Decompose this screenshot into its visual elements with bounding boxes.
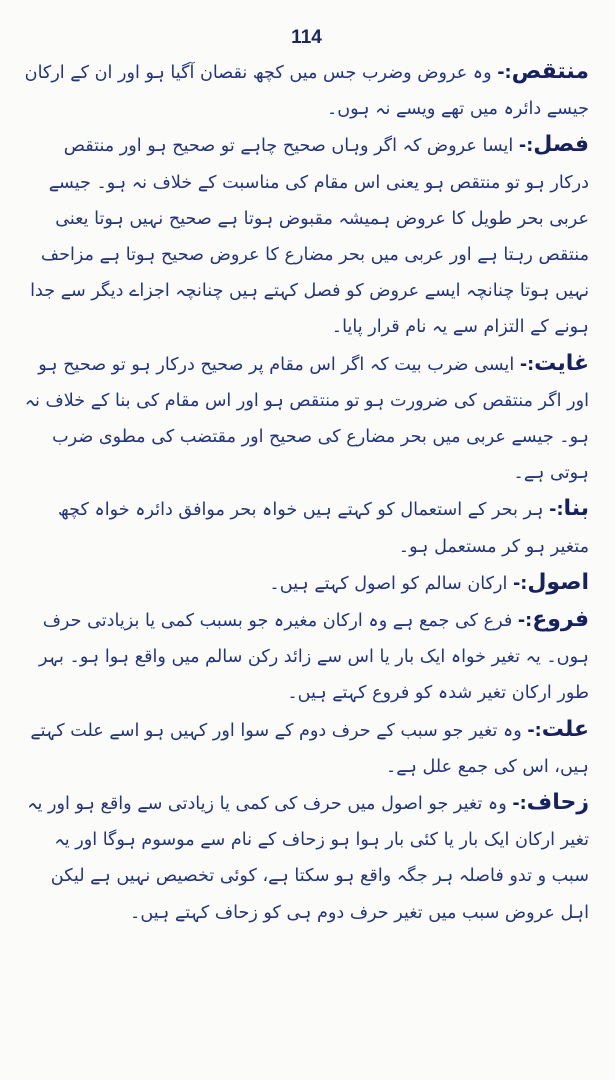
term-separator: :- (518, 136, 534, 157)
definition-ghayat: ایسی ضرب بیت کہ اگر اس مقام پر صحیح درکار ہو تو صحیح ہو اور اگر منتقص کی ضرورت ہو تو منتقص ہو اور اس مقام کی بنا کے خلاف نہ ہو۔ جیسے عربی میں بحر مضارع کی صحیح اور مقتضب کی مطوی ضرب ہوتی ہے۔ (24, 354, 589, 484)
definition-bina: ہر بحر کے استعمال کو کہتے ہیں خواہ بحر موافق دائرہ خواہ کچھ متغیر ہو کر مستعمل ہو۔ (58, 500, 589, 557)
term-bina: بنا (563, 496, 589, 522)
entry-muntaqis (24, 54, 589, 127)
term-separator: :- (512, 573, 528, 594)
definition-furoo: فرع کی جمع ہے وہ ارکان مغیرہ جو بسبب کمی یا بزیادتی حرف ہوں۔ یہ تغیر خواہ ایک بار یا اس سے زائد رکن سالم میں واقع ہوا ہو۔ بہر طور ارکان تغیر شدہ کو فروع کہتے ہیں۔ (39, 611, 589, 704)
entry-illat (24, 712, 589, 785)
definition-muntaqis: وہ عروض وضرب جس میں کچھ نقصان آگیا ہو اور ان کے ارکان جیسے دائرہ میں تھے ویسے نہ ہوں۔ (24, 63, 589, 120)
entry-usool (24, 565, 589, 602)
entry-zihaf (24, 785, 589, 931)
term-separator: :- (549, 500, 564, 521)
term-zihaf: زحاف (526, 790, 589, 816)
definition-fasl: ایسا عروض کہ اگر وہاں صحیح چاہے تو صحیح ہو اور منتقص درکار ہو تو منتقص ہو یعنی اس مقام کی مناسبت کے خلاف نہ ہو۔ جیسے عربی بحر طویل کا عروض ہمیشہ مقبوض ہوتا ہے صحیح نہیں ہوتا یعنی منتقص رہتا ہے اور عربی میں بحر مضارع کا عروض صحیح ہوتا ہے مزاحف نہیں ہوتا چنانچہ ایسے عروض کو فصل کہتے ہیں چنانچہ اجزاے دیگر سے جدا ہونے کے التزام سے یہ نام قرار پایا۔ (30, 136, 589, 338)
definition-illat: وہ تغیر جو سبب کے حرف دوم کے سوا اور کہیں ہو اسے علت کہتے ہیں، اس کی جمع علل ہے۔ (30, 720, 589, 777)
term-furoo: فروع (532, 607, 589, 633)
definition-zihaf: وہ تغیر جو اصول میں حرف کی کمی یا زیادتی سے واقع ہو اور یہ تغیر ارکان ایک بار یا کئی بار ہوا ہو زحاف کے نام سے موسوم ہوگا اور یہ سبب و تدو فاصلہ ہر جگہ واقع ہو سکتا ہے، کوئی تخصیص نہیں ہے لیکن اہل عروض سبب میں تغیر حرف دوم ہی کو زحاف کہتے ہیں۔ (27, 794, 589, 923)
term-separator: :- (519, 354, 535, 375)
page-number: 114 (291, 27, 322, 48)
entry-bina (24, 491, 589, 564)
term-separator: :- (527, 720, 542, 741)
definition-usool: ارکان سالم کو اصول کہتے ہیں۔ (269, 573, 508, 594)
term-ghayat: غایت (534, 350, 589, 376)
term-fasl: فصل (533, 132, 589, 158)
term-illat: علت (541, 716, 589, 742)
term-separator: :- (497, 63, 512, 83)
term-muntaqis: منتقص (511, 59, 589, 84)
entry-furoo (24, 602, 589, 712)
entry-ghayat (24, 346, 589, 492)
entry-fasl (24, 127, 589, 345)
term-separator: :- (517, 611, 533, 632)
term-usool: اصول (527, 569, 589, 595)
term-separator: :- (512, 794, 527, 815)
glossary-content (24, 54, 589, 931)
